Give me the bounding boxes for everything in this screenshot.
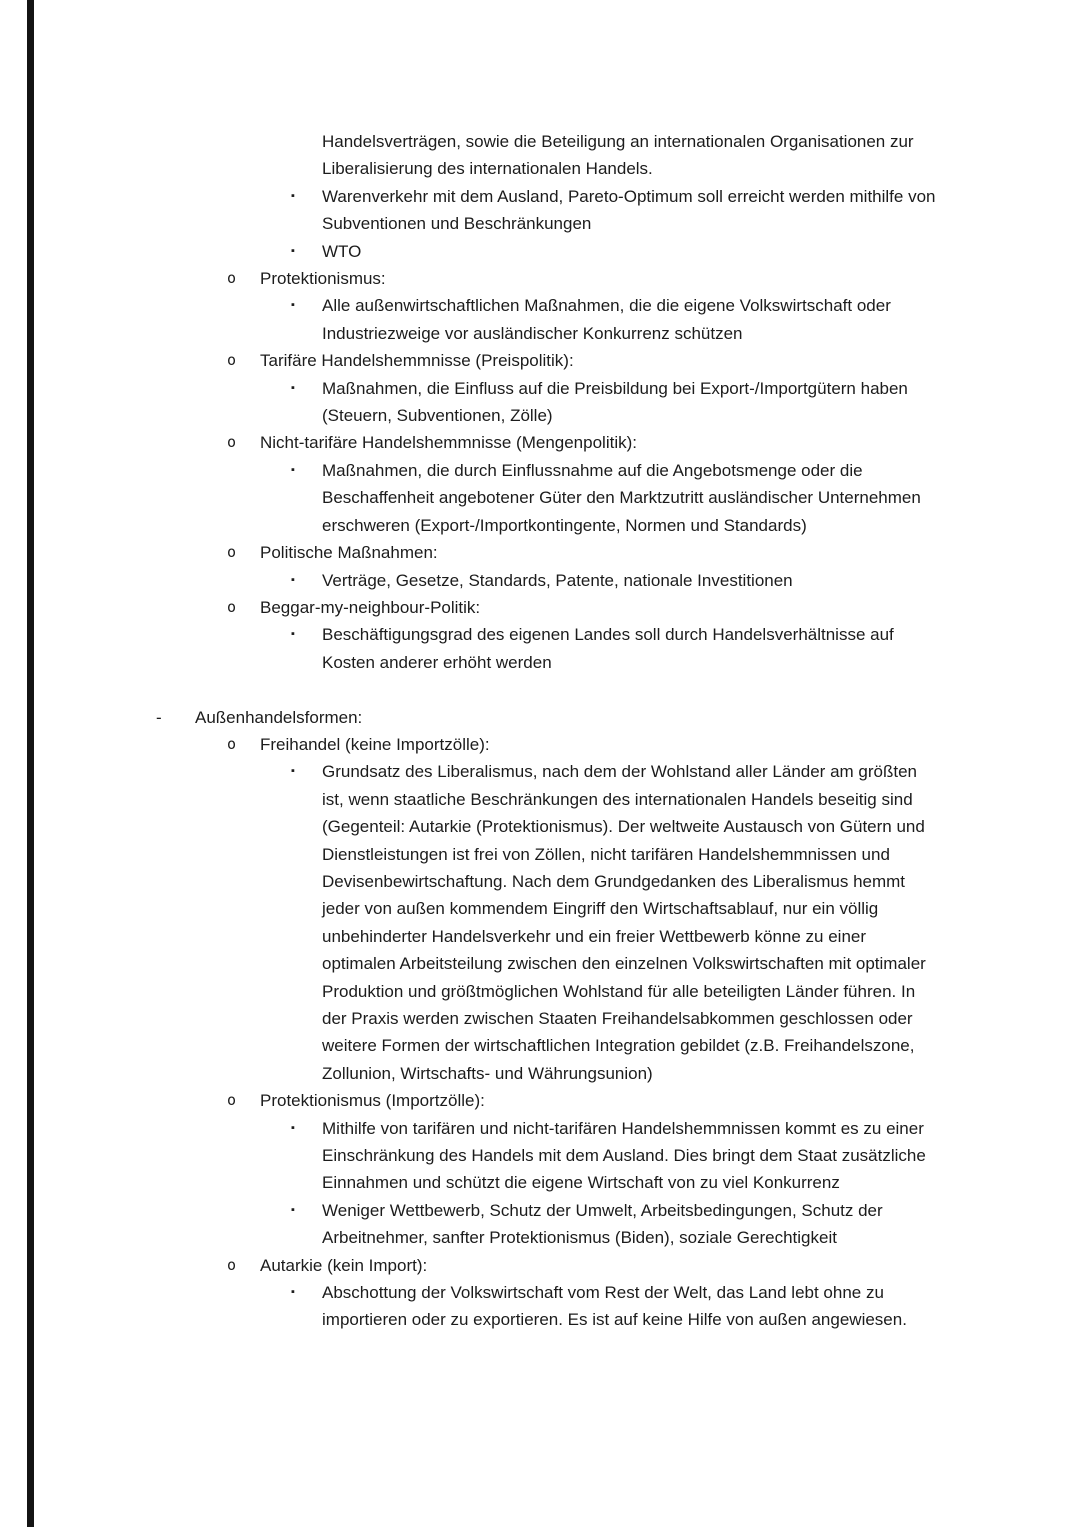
list-item-text: Beggar-my-neighbour-Politik: [260,597,481,617]
bullet-marker-circle: o [227,351,237,370]
list-item-circle [0,347,938,374]
list-item-square [0,567,938,594]
bullet-marker-square: ▪ [291,244,295,257]
list-item-circle [0,539,938,566]
list-item-text: Handelsverträgen, sowie die Beteiligung an internationalen Organisationen zur Liberalisierung des internationalen Handels. [322,132,914,179]
list-item-square [0,1115,938,1197]
bullet-marker-circle: o [227,433,237,452]
list-item-continuation [0,128,938,183]
list-item-circle [0,594,938,621]
bullet-marker-square: ▪ [291,299,295,312]
bullet-marker-dash: - [156,707,162,727]
bullet-marker-circle: o [227,597,237,616]
paragraph-spacer [0,676,938,703]
bullet-marker-square: ▪ [291,381,295,394]
list-item-text: Mithilfe von tarifären und nicht-tarifären Handelshemmnissen kommt es zu einer Einschränkung des Handels mit dem Ausland. Dies bringt dem Staat zusätzliche Einnahmen und schützt die eigene Wirtschaft von zu viel Konkurrenz [322,1118,926,1193]
bullet-marker-circle: o [227,269,237,288]
bullet-marker-circle: o [227,1255,237,1274]
list-item-text: Abschottung der Volkswirtschaft vom Rest der Welt, das Land lebt ohne zu importieren oder zu exportieren. Es ist auf keine Hilfe von außen angewiesen. [322,1283,907,1330]
list-item-square [0,292,938,347]
list-item-square [0,375,938,430]
list-item-circle [0,1087,938,1114]
list-item-text: Außenhandelsformen: [195,707,363,727]
list-item-text: Nicht-tarifäre Handelshemmnisse (Mengenpolitik): [260,433,637,453]
bullet-marker-square: ▪ [291,463,295,476]
list-item-text: Maßnahmen, die durch Einflussnahme auf die Angebotsmenge oder die Beschaffenheit angebotener Güter den Marktzutritt ausländischer Unternehmen erschweren (Export-/Importkontingente, Normen und Standards) [322,460,921,535]
bullet-marker-square: ▪ [291,765,295,778]
list-item-square [0,1197,938,1252]
list-item-text: Tarifäre Handelshemmnisse (Preispolitik): [260,351,574,371]
list-item-square [0,183,938,238]
list-item-text: WTO [322,241,362,261]
list-item-square [0,758,938,1087]
list-item-square [0,621,938,676]
list-item-circle [0,731,938,758]
list-item-text: Weniger Wettbewerb, Schutz der Umwelt, Arbeitsbedingungen, Schutz der Arbeitnehmer, sanfter Protektionismus (Biden), soziale Gerechtigkeit [322,1200,883,1248]
list-item-circle [0,1252,938,1279]
list-item-square [0,238,938,265]
list-item-text: Warenverkehr mit dem Ausland, Pareto-Optimum soll erreicht werden mithilfe von Subventionen und Beschränkungen [322,186,936,234]
list-item-circle [0,265,938,292]
bullet-marker-square: ▪ [291,1121,295,1134]
bullet-marker-square: ▪ [291,1203,295,1216]
list-item-dash [0,704,938,731]
list-item-text: Verträge, Gesetze, Standards, Patente, nationale Investitionen [322,570,793,590]
bullet-marker-square: ▪ [291,1286,295,1299]
list-item-text: Maßnahmen, die Einfluss auf die Preisbildung bei Export-/Importgütern haben (Steuern, Subventionen, Zölle) [322,378,908,426]
list-item-square [0,457,938,539]
list-item-text: Freihandel (keine Importzölle): [260,734,490,754]
bullet-marker-square: ▪ [291,573,295,586]
list-item-text: Politische Maßnahmen: [260,543,438,563]
bullet-marker-square: ▪ [291,189,295,202]
document-body [0,128,938,1334]
list-item-text: Grundsatz des Liberalismus, nach dem der Wohlstand aller Länder am größten ist, wenn staatliche Beschränkungen des internationalen Handels beseitig sind (Gegenteil: Autarkie (Protektionismus). Der weltweite Austausch von Gütern und Dienstleistungen ist frei von Zöllen, nicht tarifären Handelshemmnissen und Devisenbewirtschaftung. Nach dem Grundgedanken des Liberalismus hemmt jeder von außen kommendem Eingriff den Wirtschaftsablauf, nur ein völlig unbehinderter Handelsverkehr und ein freier Wettbewerb könne zu einer optimalen Arbeitsteilung zwischen den einzelnen Volkswirtschaften mit optimaler Produktion und größtmöglichen Wohlstand für alle beteiligten Länder führen. In der Praxis werden zwischen Staaten Freihandelsabkommen geschlossen oder weitere Formen der wirtschaftlichen Integration gebildet (z.B. Freihandelszone, Zollunion, Wirtschafts- und Währungsunion) [322,762,926,1083]
bullet-marker-square: ▪ [291,628,295,641]
bullet-marker-circle: o [227,1091,237,1110]
list-item-text: Alle außenwirtschaftlichen Maßnahmen, die die eigene Volkswirtschaft oder Industriezweige vor ausländischer Konkurrenz schützen [322,296,891,343]
list-item-text: Beschäftigungsgrad des eigenen Landes soll durch Handelsverhältnisse auf Kosten anderer erhöht werden [322,625,894,672]
list-item-text: Protektionismus: [260,269,386,289]
list-item-circle [0,429,938,456]
list-item-square [0,1279,938,1334]
bullet-marker-circle: o [227,734,237,753]
list-item-text: Protektionismus (Importzölle): [260,1091,485,1111]
list-item-text: Autarkie (kein Import): [260,1255,428,1275]
bullet-marker-circle: o [227,543,237,562]
